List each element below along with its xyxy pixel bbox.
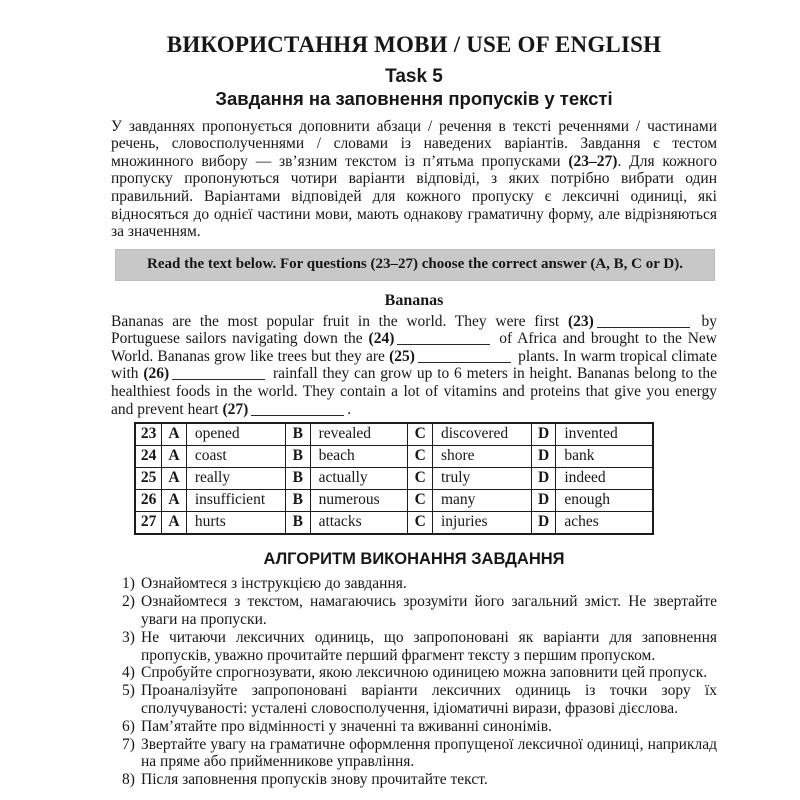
list-item <box>111 575 717 593</box>
table-row <box>135 423 653 446</box>
option-letter-cell: A <box>162 446 187 468</box>
list-item-number: 6) <box>122 717 135 735</box>
option-word-cell: shore <box>432 446 531 468</box>
option-word-cell: injuries <box>432 512 531 535</box>
option-letter-cell: D <box>531 423 556 446</box>
answers-table-body <box>135 423 653 534</box>
blank-line <box>172 377 265 380</box>
option-letter-cell: A <box>162 423 187 446</box>
option-word-cell: invented <box>556 423 653 446</box>
list-item-text: Звертайте увагу на граматичне оформлення пропущеної лексичної одиниці, наприклад на пряме або прийменникове управління. <box>141 735 717 771</box>
option-letter-cell: B <box>286 512 311 535</box>
blank-line <box>251 413 344 416</box>
option-word-cell: aches <box>556 512 653 535</box>
list-item <box>111 682 717 718</box>
list-item-text: Ознайомтеся з інструкцією до завдання. <box>141 575 407 593</box>
list-item <box>111 718 717 736</box>
text-run: by Portuguese sailors navigating down the <box>111 312 717 348</box>
option-letter-cell: D <box>531 512 556 535</box>
option-word-cell: opened <box>186 423 285 446</box>
option-word-cell: enough <box>556 490 653 512</box>
list-item-text: Не читаючи лексичних одиниць, що запропоновані як варіанти для заповнення пропусків, уважно прочитайте перший фрагмент тексту з першим пропуском. <box>141 628 717 664</box>
list-item-text: Пам’ятайте про відмінності у значенні та вживанні синонімів. <box>141 717 552 735</box>
list-item-text: Проаналізуйте запропоновані варіанти лексичних одиниць із точки зору їх сполучуваності: усталені словосполучення, ідіоматичні вирази, фразові дієслова. <box>141 682 717 717</box>
option-letter-cell: D <box>531 490 556 512</box>
list-item-number: 1) <box>122 575 135 593</box>
algorithm-list <box>111 575 717 789</box>
option-letter-cell: B <box>286 490 311 512</box>
list-item-number: 2) <box>122 593 135 611</box>
blank-line <box>397 342 490 345</box>
list-item-number: 7) <box>122 735 135 753</box>
answers-table <box>134 422 654 535</box>
algorithm-title: АЛГОРИТМ ВИКОНАННЯ ЗАВДАННЯ <box>263 550 565 569</box>
table-row <box>135 490 653 512</box>
table-row <box>135 446 653 468</box>
list-item <box>111 736 717 772</box>
option-letter-cell: C <box>408 423 433 446</box>
text-run: rainfall they can grow up to 6 meters in height. Bananas belong to the healthiest foods in the world. They contain a lot of vitamins and proteins that give you energy and prevent heart <box>111 365 717 418</box>
text-run: Bananas are the most popular fruit in the world. They were first <box>111 312 568 330</box>
option-word-cell: discovered <box>432 423 531 446</box>
intro-paragraph <box>111 118 717 241</box>
list-item-number: 3) <box>122 628 135 646</box>
option-word-cell: attacks <box>310 512 408 535</box>
option-word-cell: beach <box>310 446 408 468</box>
option-letter-cell: C <box>408 446 433 468</box>
list-item-number: 5) <box>122 682 135 700</box>
table-row <box>135 468 653 490</box>
table-row <box>135 512 653 535</box>
option-letter-cell: B <box>286 468 311 490</box>
option-word-cell: coast <box>186 446 285 468</box>
option-letter-cell: A <box>162 490 187 512</box>
instruction-box: Read the text below. For questions (23–27) choose the correct answer (A, B, C or D). <box>115 249 715 281</box>
option-letter-cell: D <box>531 468 556 490</box>
option-letter-cell: A <box>162 512 187 535</box>
page-title: ВИКОРИСТАННЯ МОВИ / USE OF ENGLISH <box>166 32 662 57</box>
question-number-cell: 24 <box>135 446 162 468</box>
list-item-text: Ознайомтеся з текстом, намагаючись зрозуміти його загальний зміст. Не звертайте уваги на пропуски. <box>141 593 717 628</box>
list-item-text: Після заповнення пропусків знову прочитайте текст. <box>141 771 488 789</box>
text-run: У завданнях пропонується доповнити абзаци / речення в тексті реченнями / частинами речень, словосполученнями / словами із наведених варіантів. Завдання є тестом множинного вибору — зв’язним текстом із п’ятьма пропусками <box>111 117 717 170</box>
question-number-cell: 27 <box>135 512 162 535</box>
page-content <box>111 0 717 789</box>
option-word-cell: bank <box>556 446 653 468</box>
list-item-number: 8) <box>122 771 135 789</box>
list-item-number: 4) <box>122 664 135 682</box>
text-run: of Africa and brought to the New World. Bananas grow like trees but they are <box>111 330 718 365</box>
gap-number: (25) <box>389 347 415 365</box>
option-word-cell: many <box>432 490 531 512</box>
reading-title: Bananas <box>384 292 444 310</box>
gap-number: (23) <box>567 312 594 330</box>
blank-line <box>597 325 690 328</box>
text-run: . <box>347 400 352 418</box>
list-item <box>111 629 717 665</box>
question-number-cell: 23 <box>135 423 162 446</box>
option-word-cell: insufficient <box>186 490 285 512</box>
gap-number: (27) <box>222 400 249 418</box>
option-letter-cell: B <box>286 423 311 446</box>
option-word-cell: truly <box>432 468 531 490</box>
list-item <box>111 771 717 789</box>
task-subtitle: Завдання на заповнення пропусків у тексті <box>215 88 613 110</box>
option-word-cell: really <box>186 468 285 490</box>
option-word-cell: hurts <box>186 512 285 535</box>
option-letter-cell: D <box>531 446 556 468</box>
option-letter-cell: B <box>286 446 311 468</box>
option-word-cell: actually <box>310 468 408 490</box>
task-label: Task 5 <box>385 65 443 87</box>
text-run: plants. In warm tropical climate with <box>111 347 717 383</box>
option-word-cell: numerous <box>310 490 408 512</box>
reading-text <box>111 313 717 419</box>
gap-number: (23–27) <box>568 152 618 170</box>
question-number-cell: 25 <box>135 468 162 490</box>
option-word-cell: indeed <box>556 468 653 490</box>
list-item <box>111 593 717 629</box>
option-letter-cell: C <box>408 490 433 512</box>
list-item-text: Спробуйте спрогнозувати, якою лексичною одиницею можна заповнити цей пропуск. <box>141 664 708 682</box>
question-number-cell: 26 <box>135 490 162 512</box>
option-letter-cell: C <box>408 512 433 535</box>
text-run: . Для кожного пропуску пропонуються чотири варіанти відповіді, з яких потрібно вибрати один правильний. Варіантами відповідей для кожного пропуску є лексичні одиниці, які відносяться до однієї частини мови, мають однакову граматичну форму, але відрізняються за значенням. <box>111 152 717 241</box>
gap-number: (26) <box>143 365 170 383</box>
blank-line <box>418 360 511 363</box>
option-letter-cell: C <box>408 468 433 490</box>
list-item <box>111 664 717 682</box>
option-letter-cell: A <box>162 468 187 490</box>
gap-number: (24) <box>368 330 395 348</box>
option-word-cell: revealed <box>310 423 408 446</box>
